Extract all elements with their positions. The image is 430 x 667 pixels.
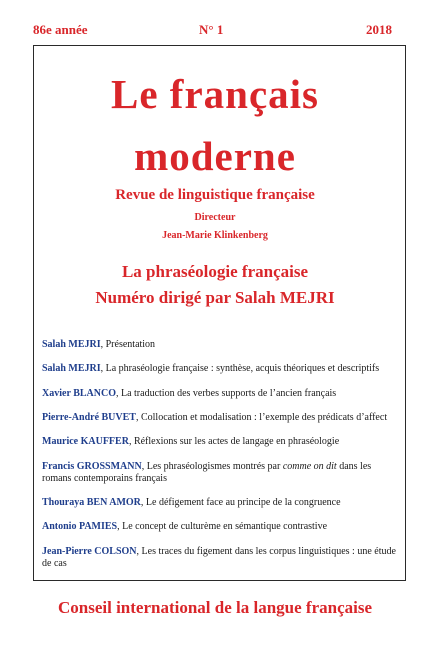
publication-year: 2018 — [366, 22, 392, 37]
publisher-footer: Conseil international de la langue française — [57, 598, 373, 617]
toc-entry — [42, 546, 397, 570]
director-label: Directeur — [194, 212, 236, 223]
toc-entry — [42, 388, 397, 400]
toc-title-italic: comme on dit — [282, 461, 337, 472]
toc-title: , Présentation — [100, 339, 156, 350]
toc-author: Jean-Pierre COLSON — [42, 546, 137, 557]
toc-author: Francis GROSSMANN — [42, 461, 142, 472]
toc-title: , Collocation et modalisation : l’exemple des prédicats d’affect — [135, 412, 388, 423]
toc-title: , Réflexions sur les actes de langage en phraséologie — [128, 436, 340, 447]
toc-author: Salah MEJRI — [42, 363, 101, 374]
toc-entry — [42, 339, 397, 351]
toc-title: , Les traces du figement dans les corpus linguistiques : une étude de cas — [42, 546, 396, 569]
toc-author: Maurice KAUFFER — [42, 436, 129, 447]
toc-entry — [42, 412, 397, 424]
toc-title-before: , Les phraséologismes montrés par — [141, 461, 283, 472]
toc-entry — [42, 363, 397, 375]
header-bar — [0, 22, 430, 40]
toc-entry — [42, 461, 397, 485]
toc-author: Salah MEJRI — [42, 339, 101, 350]
toc-entry — [42, 497, 397, 509]
issue-editor: Numéro dirigé par Salah MEJRI — [95, 288, 335, 307]
toc-author: Thouraya BEN AMOR — [42, 497, 141, 508]
toc-author: Antonio PAMIES — [42, 521, 118, 532]
issue-number: N° 1 — [199, 22, 224, 37]
toc-title: , La phraséologie française : synthèse, acquis théoriques et descriptifs — [100, 363, 380, 374]
issue-theme: La phraséologie française — [121, 262, 309, 281]
toc-title: , Le défigement face au principe de la congruence — [140, 497, 341, 508]
edition-year: 86e année — [33, 22, 88, 37]
toc-title: , Le concept de culturème en sémantique contrastive — [117, 521, 328, 532]
toc-title-after: dans les romans contemporains français — [42, 461, 372, 484]
toc-author: Pierre-André BUVET — [42, 412, 136, 423]
journal-title-line-1: Le français — [111, 71, 319, 117]
toc-entry — [42, 436, 397, 448]
journal-subtitle: Revue de linguistique française — [115, 187, 315, 203]
director-name: Jean-Marie Klinkenberg — [162, 230, 268, 241]
journal-title-line-2: moderne — [134, 133, 296, 179]
toc-author: Xavier BLANCO — [42, 388, 116, 399]
toc-entry — [42, 521, 397, 533]
toc-title: , La traduction des verbes supports de l’ancien français — [115, 388, 337, 399]
